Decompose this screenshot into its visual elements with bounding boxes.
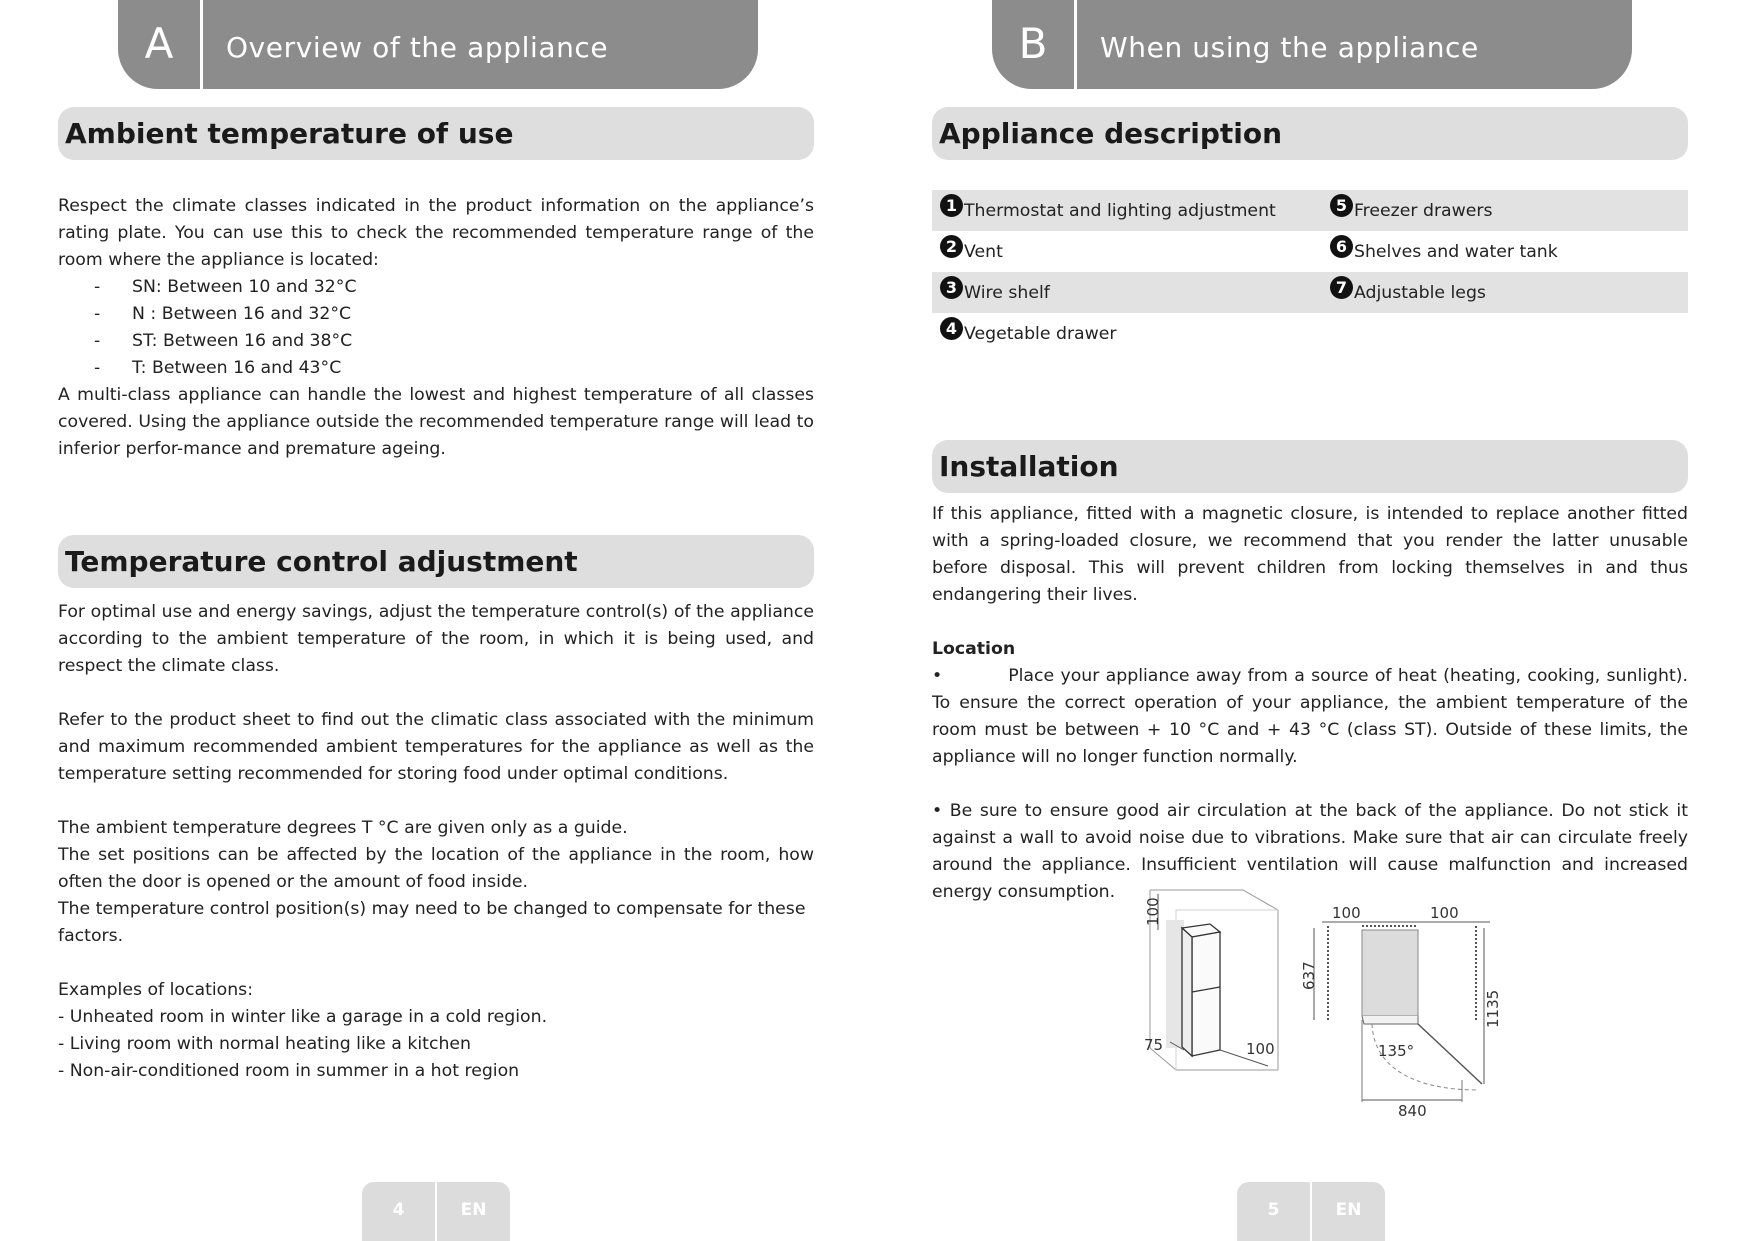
chapter-title: Overview of the appliance: [226, 31, 609, 64]
control-paragraph-3b: The set positions can be affected by the location of the appliance in the room, how often the door is opened or the amount of food inside.: [58, 845, 814, 892]
page-footer: [362, 1182, 510, 1241]
installation-paragraph-1: If this appliance, fitted with a magnetic closure, is intended to replace another fitted with a spring-loaded closure, we recommend that you render the latter unusable before disposal. This will prevent children from locking themselves in and thus endangering their lives.: [932, 504, 1688, 605]
parts-row: [932, 313, 1688, 354]
dim-top-clearance: 100: [1144, 897, 1162, 926]
section-header-appliance-description: [932, 107, 1688, 160]
example-item: - Living room with normal heating like a kitchen: [58, 1034, 471, 1054]
example-item: - Unheated room in winter like a garage in a cold region.: [58, 1007, 548, 1027]
part-number-badge: 3: [940, 276, 963, 299]
control-paragraph-2: Refer to the product sheet to find out the climatic class associated with the minimum and maximum recommended ambient temperatures for the appliance as well as the temperature setting recommended for storing food under optimal conditions.: [58, 710, 814, 784]
section-title: Appliance description: [939, 117, 1283, 150]
location-paragraph-2: • Be sure to ensure good air circulation at the back of the appliance. Do not stick it against a wall to avoid noise due to vibrations. Make sure that air can circulate freely around the appliance. Insufficient ventilation will cause malfunction and increased energy consumption.: [932, 801, 1688, 902]
temperature-control-text: [58, 599, 814, 1085]
climate-class-item: [58, 301, 814, 328]
dim-plan-left: 100: [1332, 904, 1361, 922]
dim-door-angle: 135°: [1378, 1042, 1415, 1060]
part-label: Freezer drawers: [1354, 200, 1493, 221]
chapter-letter: B: [1018, 19, 1048, 68]
examples-title: Examples of locations:: [58, 980, 254, 1000]
part-item: [1330, 190, 1493, 231]
installation-text: [932, 501, 1688, 906]
installation-clearance-diagram: [1118, 880, 1538, 1120]
part-item: [1330, 231, 1558, 272]
part-item: [940, 231, 1003, 272]
language-code: EN: [1335, 1200, 1362, 1220]
control-paragraph-1: For optimal use and energy savings, adjust the temperature control(s) of the appliance according to the ambient temperature of the room, in which it is being used, and respect the climate class.: [58, 602, 814, 676]
parts-row: [932, 190, 1688, 231]
part-label: Vegetable drawer: [964, 323, 1117, 344]
part-label: Shelves and water tank: [1354, 241, 1558, 262]
part-label: Vent: [964, 241, 1003, 262]
shadow: [1166, 920, 1184, 1048]
section-title: Temperature control adjustment: [65, 545, 578, 578]
part-number-badge: 4: [940, 317, 963, 340]
control-paragraph-3a: The ambient temperature degrees T °C are given only as a guide.: [58, 818, 628, 838]
chapter-tab-b: [992, 0, 1632, 89]
part-label: Wire shelf: [964, 282, 1050, 303]
chapter-letter: A: [144, 19, 174, 68]
climate-class-item: [58, 355, 814, 382]
plan-view-drawing: [1314, 922, 1490, 1102]
dim-left-clearance: 75: [1144, 1036, 1164, 1054]
bullet: •: [932, 666, 943, 686]
section-header-ambient-temperature: [58, 107, 814, 160]
parts-row: [932, 231, 1688, 272]
part-item: [940, 190, 1276, 231]
ambient-outro: A multi-class appliance can handle the lowest and highest temperature of all classes covered. Using the appliance outside the recommended temperature range will lead to inferior perfor-mance and premature ageing.: [58, 385, 814, 459]
dash: -: [94, 358, 101, 378]
part-number-badge: 6: [1330, 235, 1353, 258]
climate-class-label: N : Between 16 and 32°C: [132, 304, 352, 324]
ambient-temperature-text: [58, 193, 814, 463]
page-number: 5: [1267, 1200, 1280, 1220]
language-code: EN: [460, 1200, 487, 1220]
page-number: 4: [392, 1200, 405, 1220]
climate-class-label: ST: Between 16 and 38°C: [132, 331, 353, 351]
part-number-badge: 2: [940, 235, 963, 258]
part-item: [940, 272, 1050, 313]
section-header-temperature-control: [58, 535, 814, 588]
chapter-title: When using the appliance: [1100, 31, 1479, 64]
climate-class-item: [58, 274, 814, 301]
parts-row: [932, 272, 1688, 313]
example-item: - Non-air-conditioned room in summer in a hot region: [58, 1061, 520, 1081]
fridge-drawing: [1182, 924, 1220, 1056]
dim-width-open: 840: [1398, 1102, 1427, 1120]
climate-class-label: T: Between 16 and 43°C: [132, 358, 342, 378]
dash: -: [94, 331, 101, 351]
dim-door-depth: 1135: [1484, 989, 1502, 1028]
dash: -: [94, 304, 101, 324]
section-title: Installation: [939, 450, 1119, 483]
dash: -: [94, 277, 101, 297]
climate-class-label: SN: Between 10 and 32°C: [132, 277, 357, 297]
part-number-badge: 5: [1330, 194, 1353, 217]
section-header-installation: [932, 440, 1688, 493]
chapter-tab-a: [118, 0, 758, 89]
control-paragraph-3c: The temperature control position(s) may need to be changed to compensate for these factors.: [58, 899, 806, 946]
right-page: [874, 0, 1748, 1241]
dim-side-clearance: 100: [1246, 1040, 1275, 1058]
part-item: [1330, 272, 1486, 313]
part-item: [940, 313, 1117, 354]
page-footer: [1237, 1182, 1385, 1241]
tab-divider: [1074, 0, 1077, 89]
part-number-badge: 1: [940, 194, 963, 217]
part-number-badge: 7: [1330, 276, 1353, 299]
location-title: Location: [932, 639, 1016, 659]
left-page: [0, 0, 874, 1241]
dim-depth: 637: [1300, 961, 1318, 990]
part-label: Adjustable legs: [1354, 282, 1486, 303]
appliance-parts-table: [932, 190, 1688, 354]
climate-class-item: [58, 328, 814, 355]
location-paragraph-1-text: Place your appliance away from a source of heat (heating, cooking, sunlight). To ensure the correct operation of your appliance, the ambient temperature of the room must be between + 10 °C and + 43 °C (class ST). Outside of these limits, the appliance will no longer function normally.: [932, 666, 1688, 767]
part-label: Thermostat and lighting adjustment: [964, 200, 1276, 221]
dim-plan-right: 100: [1430, 904, 1459, 922]
location-paragraph-1: [932, 663, 1688, 771]
ambient-intro: Respect the climate classes indicated in the product information on the appliance’s rating plate. You can use this to check the recommended temperature range of the room where the appliance is located:: [58, 196, 814, 270]
section-title: Ambient temperature of use: [65, 117, 514, 150]
tab-divider: [200, 0, 203, 89]
